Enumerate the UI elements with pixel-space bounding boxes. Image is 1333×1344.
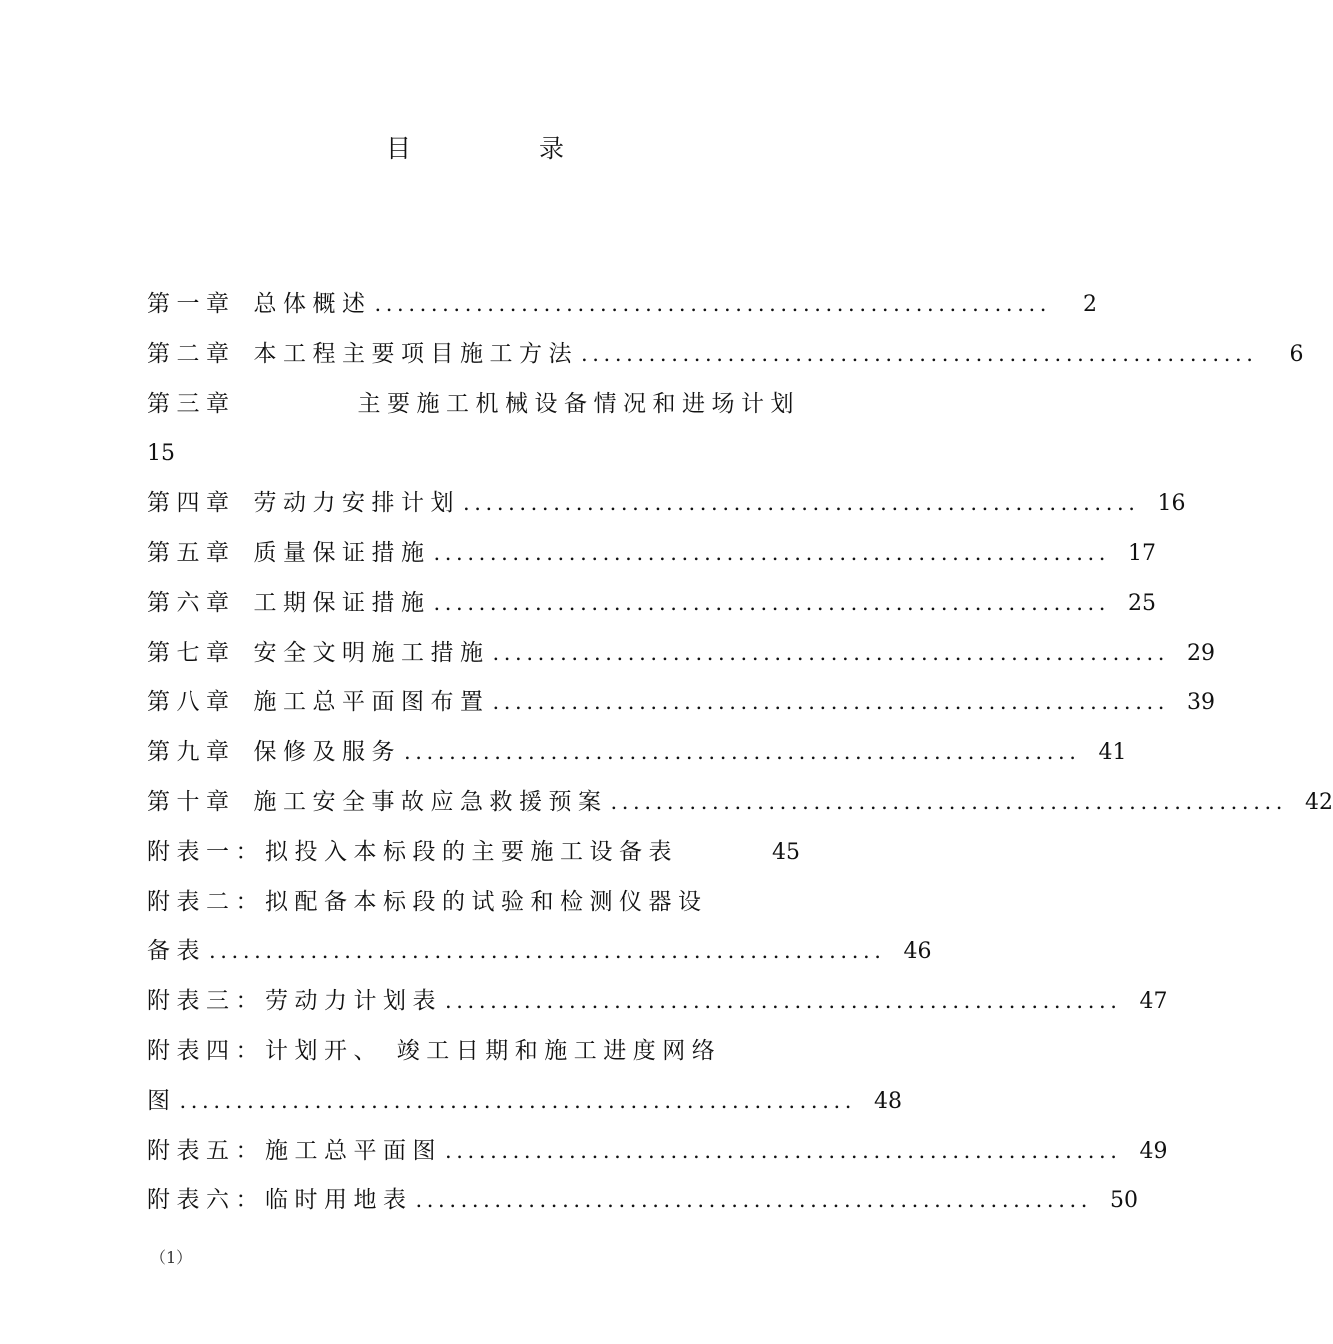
- toc-entry-label: 附表二：拟配备本标段的试验和检测仪器设: [147, 888, 708, 915]
- toc-page-number: 49: [1139, 1138, 1168, 1164]
- toc-entry-appendix-5[interactable]: [147, 1127, 1168, 1177]
- toc-entry-label: 第二章 本工程主要项目施工方法: [147, 340, 578, 367]
- toc-entry-ch1[interactable]: [147, 280, 1098, 330]
- toc-entry-label: 附表四：计划开、 竣工日期和施工进度网络: [147, 1037, 722, 1064]
- toc-page-number: 17: [1128, 540, 1157, 566]
- dot-leader: ............................................................: [179, 1088, 857, 1113]
- toc-entry-label-cont: 图: [147, 1087, 177, 1114]
- toc-entry-ch10[interactable]: [147, 778, 1333, 828]
- toc-entry-label: 第五章 质量保证措施: [147, 539, 431, 566]
- toc-entry-label: 第十章 施工安全事故应急救援预案: [147, 788, 608, 815]
- toc-entry-label: 附表三：劳动力计划表: [147, 988, 442, 1015]
- dot-leader: ............................................................: [492, 640, 1170, 665]
- dot-leader: ............................................................: [433, 590, 1111, 615]
- toc-page-number: 42: [1305, 789, 1333, 815]
- toc-page-number: 46: [903, 939, 932, 965]
- toc-entry-label: 第八章 施工总平面图布置: [147, 689, 490, 716]
- toc-entry-label: 附表五：施工总平面图: [147, 1137, 442, 1164]
- dot-leader: ............................................................: [581, 341, 1258, 366]
- toc-entry-label: 第七章 安全文明施工措施: [147, 639, 490, 666]
- dot-leader: ............................................................: [445, 989, 1122, 1014]
- toc-entry-appendix-4-cont[interactable]: [147, 1077, 903, 1127]
- toc-entry-ch3-page[interactable]: [147, 429, 800, 479]
- dot-leader: ............................................................: [492, 690, 1170, 715]
- toc-page-number: 50: [1110, 1188, 1139, 1214]
- toc-page-number: 15: [147, 441, 175, 467]
- toc-entry-ch5[interactable]: [147, 529, 1157, 579]
- toc-entry-ch2[interactable]: [147, 330, 1304, 380]
- toc-entry-ch9[interactable]: [147, 728, 1127, 778]
- toc-page-number: 29: [1187, 640, 1216, 666]
- toc-entry-appendix-1[interactable]: [147, 828, 800, 878]
- toc-page-number: 2: [1083, 292, 1098, 317]
- toc-page-number: 39: [1187, 690, 1216, 716]
- toc-entry-ch3[interactable]: [147, 380, 800, 430]
- page-title: 目 录: [386, 134, 624, 163]
- toc-entry-label: 第三章 主要施工机械设备情况和进场计划: [147, 390, 800, 417]
- toc-page-number: 25: [1128, 590, 1157, 616]
- toc-entry-label: 第一章 总体概述: [147, 291, 372, 317]
- toc-page-number: 48: [874, 1088, 903, 1114]
- toc-page-number: 6: [1289, 341, 1304, 367]
- toc-entry-appendix-3[interactable]: [147, 977, 1168, 1027]
- dot-leader: ............................................................: [610, 789, 1288, 814]
- dot-leader: ............................................................: [209, 939, 886, 964]
- toc-entry-appendix-2-cont[interactable]: [147, 927, 932, 977]
- toc-page-number: 16: [1157, 491, 1186, 517]
- dot-leader: ............................................................: [374, 292, 1052, 316]
- toc-entry-label: 附表一：拟投入本标段的主要施工设备表: [147, 838, 678, 865]
- toc-entry-label: 第四章 劳动力安排计划: [147, 490, 460, 517]
- dot-leader: ............................................................: [433, 540, 1111, 565]
- toc-page-number: 45: [772, 839, 800, 865]
- table-of-contents: [147, 280, 1333, 1226]
- dot-leader: ............................................................: [404, 740, 1081, 765]
- toc-entry-appendix-4[interactable]: [147, 1027, 800, 1077]
- toc-entry-label: 第六章 工期保证措施: [147, 589, 431, 616]
- dot-leader: ............................................................: [463, 491, 1140, 516]
- toc-entry-ch7[interactable]: [147, 629, 1216, 679]
- toc-entry-appendix-2[interactable]: [147, 878, 800, 928]
- toc-page-number: 47: [1139, 989, 1168, 1015]
- toc-page-number: 41: [1098, 740, 1127, 766]
- dot-leader: ............................................................: [445, 1138, 1122, 1163]
- toc-entry-appendix-6[interactable]: [147, 1176, 1139, 1226]
- dot-leader: ............................................................: [415, 1188, 1093, 1213]
- toc-entry-ch4[interactable]: [147, 479, 1186, 529]
- toc-entry-label: 附表六：临时用地表: [147, 1187, 413, 1214]
- toc-entry-label-cont: 备表: [147, 938, 206, 965]
- toc-entry-label: 第九章 保修及服务: [147, 739, 401, 766]
- toc-entry-ch8[interactable]: [147, 678, 1216, 728]
- toc-entry-ch6[interactable]: [147, 579, 1157, 629]
- page-footer-number: （1）: [150, 1248, 193, 1267]
